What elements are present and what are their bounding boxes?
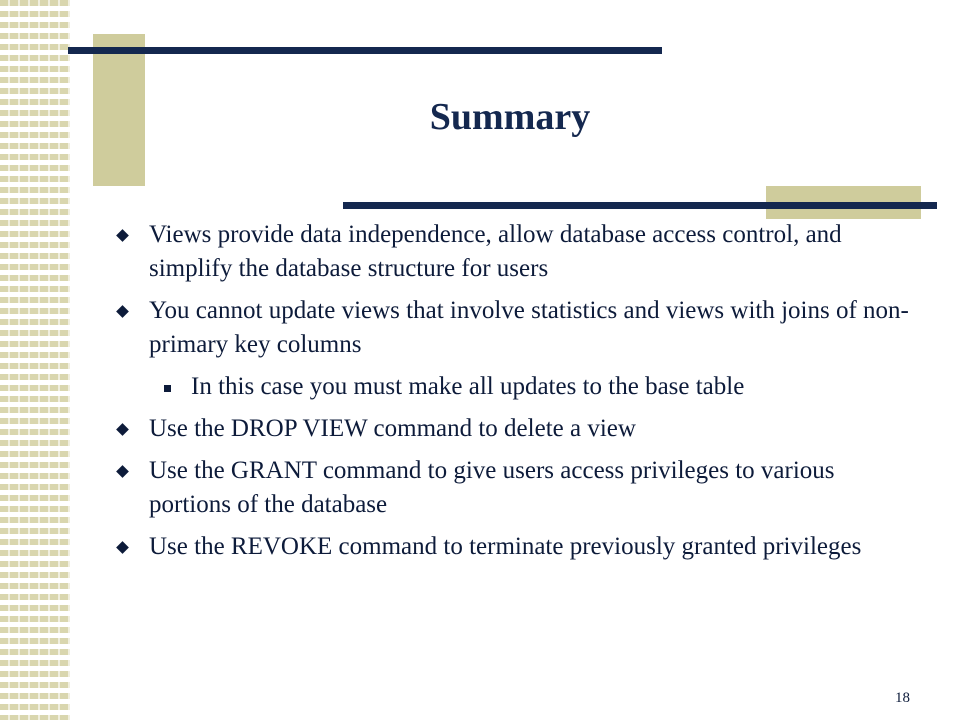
diamond-bullet-icon: [116, 229, 129, 242]
decorative-line-middle: [343, 202, 937, 209]
bullet-item: [118, 294, 918, 362]
decorative-block-top-left: [93, 34, 145, 186]
slide-title: Summary: [429, 96, 591, 138]
bullet-text: Use the REVOKE command to terminate previously granted privileges: [149, 533, 862, 560]
diamond-bullet-icon: [116, 465, 129, 478]
bullet-text: Use the DROP VIEW command to delete a view: [149, 415, 636, 442]
diamond-bullet-icon: [116, 423, 129, 436]
bullet-item: [118, 412, 918, 446]
diamond-bullet-icon: [116, 541, 129, 554]
diamond-bullet-icon: [116, 305, 129, 318]
bullet-item: [118, 530, 918, 564]
sub-bullet-text: In this case you must make all updates to the base table: [191, 373, 745, 400]
decorative-line-top: [68, 47, 662, 54]
left-striped-border: [0, 0, 70, 720]
bullet-text: Use the GRANT command to give users access privileges to various portions of the database: [149, 457, 835, 518]
bullet-item: [118, 218, 918, 286]
sub-bullet-item: [118, 370, 918, 404]
bullet-item: [118, 454, 918, 522]
square-bullet-icon: [164, 385, 171, 392]
bullet-text: Views provide data independence, allow database access control, and simplify the database structure for users: [149, 221, 842, 282]
page-number: 18: [895, 690, 910, 706]
slide-content: [118, 218, 918, 572]
bullet-text: You cannot update views that involve statistics and views with joins of non-primary key columns: [149, 297, 909, 358]
